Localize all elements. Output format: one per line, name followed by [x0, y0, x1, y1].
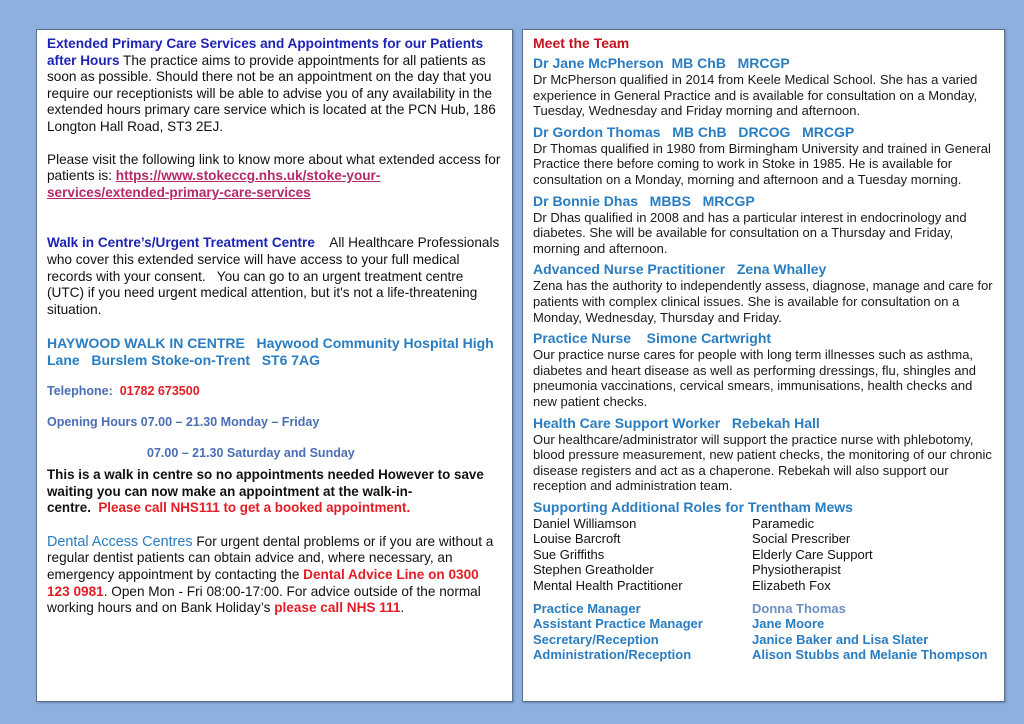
team-member-heading: Advanced Nurse Practitioner Zena Whalley: [533, 261, 827, 278]
extended-care-title: Extended Primary Care Services and Appointments for our Patients after Hours: [47, 36, 484, 68]
dental-section: [47, 534, 502, 617]
supporting-role-left: Daniel Williamson: [533, 515, 637, 531]
walkin-call-nhs111: Please call NHS111 to get a booked appointment.: [98, 500, 411, 516]
team-member: [533, 415, 994, 494]
hours-weekday-text: Opening Hours 07.00 – 21.30 Monday – Friday: [47, 414, 320, 429]
management-list: [533, 601, 994, 663]
team-member-description: Dr Dhas qualified in 2008 and has a particular interest in endocrinology and diabetes. She will be available for consultation on a Thursday and Friday, morning and afternoon.: [533, 209, 967, 256]
management-name: Jane Moore: [752, 616, 825, 632]
dental-body-2: . Open Mon - Fri 08:00-17:00. For advice outside of the normal working hours and on Bank Holiday’s: [47, 583, 481, 616]
telephone-label: Telephone:: [47, 384, 113, 399]
supporting-role-left: Mental Health Practitioner: [533, 577, 683, 593]
team-members: [533, 55, 994, 494]
supporting-role-right: Paramedic: [752, 515, 815, 531]
extended-care-body: The practice aims to provide appointments for all patients as soon as possible. Should there not be an appointment on the day that you require our receptionists will be able to advise you of any availability in the extended hours primary care service which is located at the PCN Hub, 186 Longton Hall Road, ST3 2EJ.: [47, 52, 496, 134]
dental-advice-line: Dental Advice Line on 0300 123 0981: [47, 567, 479, 599]
management-name: Alison Stubbs and Melanie Thompson: [752, 647, 988, 663]
team-member-description: Dr Thomas qualified in 1980 from Birmingham University and trained in General Practice there before coming to work in Stoke in 1985. He is available for consultation on a Monday, morning and afternoon and a Tuesday morning.: [533, 140, 991, 187]
team-member-description: Our practice nurse cares for people with long term illnesses such as asthma, diabetes and heart disease as well as performing dressings, flu, shingles and pneumonia vaccinations, cervical smears, immunisations, health checks and new patient checks.: [533, 347, 976, 409]
supporting-role-left: Louise Barcroft: [533, 531, 621, 547]
management-name: Janice Baker and Lisa Slater: [752, 631, 929, 647]
walkin-title: Walk in Centre’s/Urgent Treatment Centre: [47, 235, 315, 251]
hours-weekday: [47, 414, 502, 431]
haywood-heading: [47, 335, 502, 369]
team-member: [533, 124, 994, 188]
walkin-note-text: This is a walk in centre so no appointments needed However to save waiting you can now make an appointment at the walk-in-centre.: [47, 467, 484, 516]
supporting-role-right: Elizabeth Fox: [752, 577, 831, 593]
supporting-role-right: Physiotherapist: [752, 562, 841, 578]
team-member: [533, 330, 994, 409]
supporting-roles-title: Supporting Additional Roles for Trentham Mews: [533, 498, 853, 515]
walkin-section: [47, 235, 502, 318]
management-role: Practice Manager: [533, 600, 641, 616]
management-role: Secretary/Reception: [533, 631, 659, 647]
dental-body-1: For urgent dental problems or if you are without a regular dentist patients can obtain advice and, where necessary, an emergency appointment by contacting the: [47, 533, 494, 583]
team-member-heading: Health Care Support Worker Rebekah Hall: [533, 414, 820, 431]
dental-title: Dental Access Centres: [47, 533, 193, 550]
management-role: Assistant Practice Manager: [533, 616, 703, 632]
team-member-heading: Dr Jane McPherson MB ChB MRCGP: [533, 55, 790, 71]
extended-care-section: [47, 36, 502, 136]
supporting-role-left: Stephen Greatholder: [533, 562, 654, 578]
team-member-description: Our healthcare/administrator will support the practice nurse with phlebotomy, blood pressure measurement, new patient checks, the monitoring of our chronic disease registers and act as a chaperone. Rebekah will also support our reception and administration team.: [533, 431, 992, 494]
management-name: Donna Thomas: [752, 600, 846, 616]
team-member-description: Zena has the authority to independently assess, diagnose, manage and care for patients with complex clinical issues. She is available for consultation on a Monday, Wednesday, Thursday and Friday.: [533, 278, 993, 325]
supporting-role-right: Social Prescriber: [752, 531, 851, 547]
extended-link-paragraph: [47, 152, 502, 202]
extended-care-link[interactable]: https://www.stokeccg.nhs.uk/stoke-your-services/extended-primary-care-services: [47, 168, 381, 200]
right-panel: [522, 29, 1005, 702]
meet-the-team-title: Meet the Team: [533, 35, 630, 51]
team-member-heading: Dr Gordon Thomas MB ChB DRCOG MRCGP: [533, 123, 855, 140]
walkin-note: [47, 467, 502, 517]
extended-link-intro: Please visit the following link to know more about what extended access for patients is:: [47, 151, 501, 184]
left-panel: [36, 29, 513, 702]
supporting-role-right: Elderly Care Support: [752, 546, 873, 562]
hours-weekend: [47, 445, 502, 462]
supporting-roles-list: [533, 516, 994, 593]
team-member: [533, 55, 994, 119]
team-member: [533, 261, 994, 325]
dental-call-nhs111: please call NHS 111: [274, 600, 401, 616]
supporting-role-left: Sue Griffiths: [533, 546, 605, 562]
dental-end: .: [400, 600, 405, 616]
team-member-description: Dr McPherson qualified in 2014 from Keele Medical School. She has a varied experience in General Practice and is available for consultation on a Monday, Tuesday, Wednesday and Friday morning and afternoon.: [533, 72, 978, 119]
hours-weekend-text: 07.00 – 21.30 Saturday and Sunday: [147, 445, 355, 460]
team-member-heading: Dr Bonnie Dhas MBBS MRCGP: [533, 192, 755, 209]
team-member-heading: Practice Nurse Simone Cartwright: [533, 330, 772, 347]
haywood-address: Haywood Community Hospital High Lane Burslem Stoke-on-Trent ST6 7AG: [47, 335, 498, 369]
team-member: [533, 193, 994, 257]
telephone-number: 01782 673500: [119, 384, 200, 399]
haywood-name: HAYWOOD WALK IN CENTRE: [47, 335, 245, 352]
haywood-telephone: [47, 383, 502, 400]
walkin-body: All Healthcare Professionals who cover this extended service will have access to your full medical records with your consent. You can go to an urgent treatment centre (UTC) if you need urgent medical attention, but it's not a life-threatening situation.: [47, 235, 504, 317]
management-role: Administration/Reception: [533, 647, 692, 663]
